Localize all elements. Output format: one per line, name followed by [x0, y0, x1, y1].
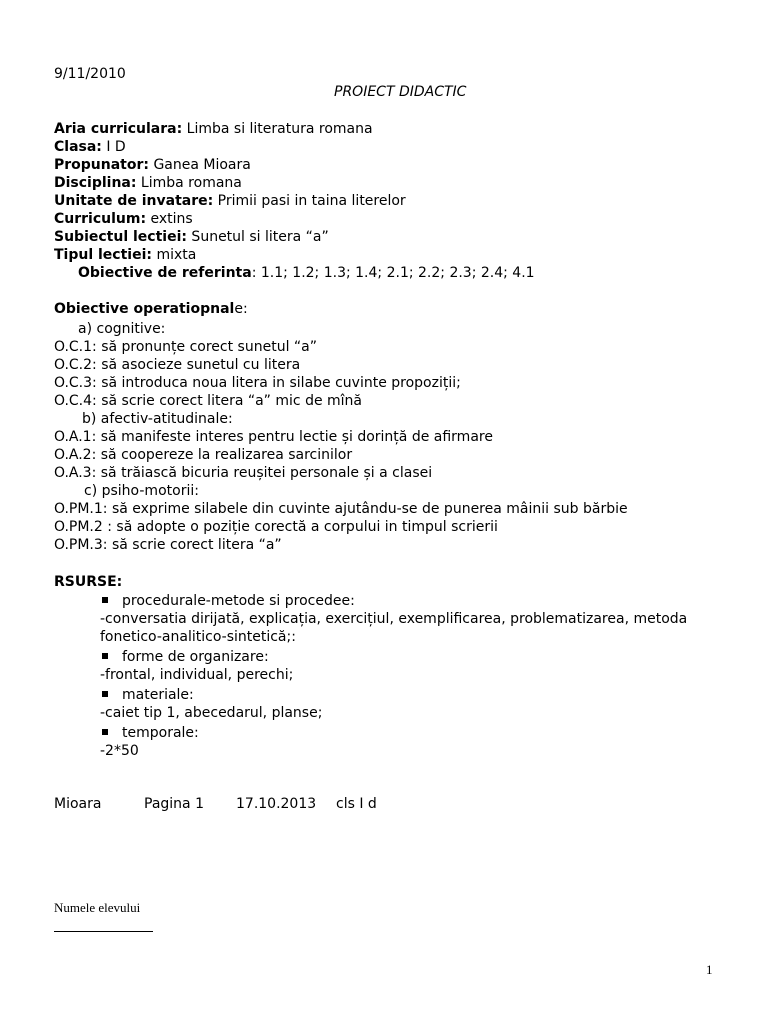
footer-page: Pagina 1 — [144, 796, 204, 812]
resurse-bullet-item: temporale: — [102, 724, 199, 742]
field-label: Curriculum: — [54, 211, 147, 227]
psiho-label: c) psiho-motorii: — [84, 483, 199, 499]
list-item: O.A.1: să manifeste interes pentru lectie și dorință de afirmare — [54, 429, 493, 445]
field-unitate — [54, 192, 406, 210]
field-aria — [54, 120, 373, 138]
field-value: I D — [101, 139, 126, 155]
bullet-icon — [102, 597, 108, 603]
field-value: Limba si literatura romana — [182, 121, 373, 137]
resurse-bullet-item: materiale: — [102, 686, 194, 704]
field-disciplina — [54, 174, 242, 192]
field-curriculum — [54, 210, 193, 228]
list-item: O.PM.1: să exprime silabele din cuvinte ajutându-se de punerea mâinii sub bărbie — [54, 501, 628, 517]
field-value: Primii pasi in taina literelor — [213, 193, 406, 209]
list-item: O.A.2: să coopereze la realizarea sarcinilor — [54, 447, 353, 463]
field-value: Ganea Mioara — [149, 157, 251, 173]
cognitive-label: a) cognitive: — [78, 321, 166, 337]
footer-author: Mioara — [54, 796, 102, 812]
list-item: O.PM.3: să scrie corect litera “a” — [54, 537, 282, 553]
field-label: Propunator: — [54, 157, 149, 173]
field-propunator — [54, 156, 251, 174]
obiective-referinta — [78, 264, 535, 282]
field-value: mixta — [152, 247, 197, 263]
field-value: extins — [146, 211, 193, 227]
field-label: Aria curriculara: — [54, 121, 183, 137]
field-subiect — [54, 228, 329, 246]
obiective-operationale-heading: Obiective operatiopnale: — [54, 301, 248, 317]
student-name-label: Numele elevului — [54, 900, 141, 915]
field-label: Subiectul lectiei: — [54, 229, 187, 245]
list-item: -conversatia dirijată, explicația, exercițiul, exemplificarea, problematizarea, metoda — [100, 611, 688, 627]
afectiv-label: b) afectiv-atitudinale: — [82, 411, 233, 427]
bullet-icon — [102, 729, 108, 735]
bullet-icon — [102, 653, 108, 659]
field-tipul — [54, 246, 196, 264]
field-label: Obiective de referinta — [78, 265, 252, 281]
list-item: O.A.3: să trăiască bicuria reușitei personale și a clasei — [54, 465, 433, 481]
student-name-line — [54, 931, 153, 932]
field-label: Clasa: — [54, 139, 102, 155]
list-item: -frontal, individual, perechi; — [100, 667, 294, 683]
list-item: O.C.2: să asocieze sunetul cu litera — [54, 357, 301, 373]
list-item: O.C.1: să pronunțe corect sunetul “a” — [54, 339, 317, 355]
footer-class: cls I d — [336, 796, 377, 812]
field-clasa — [54, 138, 126, 156]
field-label: Tipul lectiei: — [54, 247, 152, 263]
page-number: 1 — [706, 962, 713, 977]
footer-date: 17.10.2013 — [236, 796, 317, 812]
field-value: : 1.1; 1.2; 1.3; 1.4; 2.1; 2.2; 2.3; 2.4; 4.1 — [251, 265, 535, 281]
list-item: O.C.3: să introduca noua litera in silabe cuvinte propoziții; — [54, 375, 461, 391]
document-date: 9/11/2010 — [54, 66, 126, 82]
resurse-heading: RSURSE: — [54, 574, 123, 590]
page-title: PROIECT DIDACTIC — [334, 84, 467, 100]
list-item: -caiet tip 1, abecedarul, planse; — [100, 705, 323, 721]
bullet-icon — [102, 691, 108, 697]
resurse-bullet-item: procedurale-metode si procedee: — [102, 592, 355, 610]
list-item: O.C.4: să scrie corect litera “a” mic de mînă — [54, 393, 362, 409]
field-value: Sunetul si litera “a” — [186, 229, 329, 245]
field-value: Limba romana — [136, 175, 242, 191]
field-label: Unitate de invatare: — [54, 193, 214, 209]
field-label: Disciplina: — [54, 175, 137, 191]
list-item: O.PM.2 : să adopte o poziție corectă a corpului in timpul scrierii — [54, 519, 498, 535]
list-item: fonetico-analitico-sintetică;: — [100, 629, 296, 645]
resurse-bullet-item: forme de organizare: — [102, 648, 269, 666]
list-item: -2*50 — [100, 743, 139, 759]
